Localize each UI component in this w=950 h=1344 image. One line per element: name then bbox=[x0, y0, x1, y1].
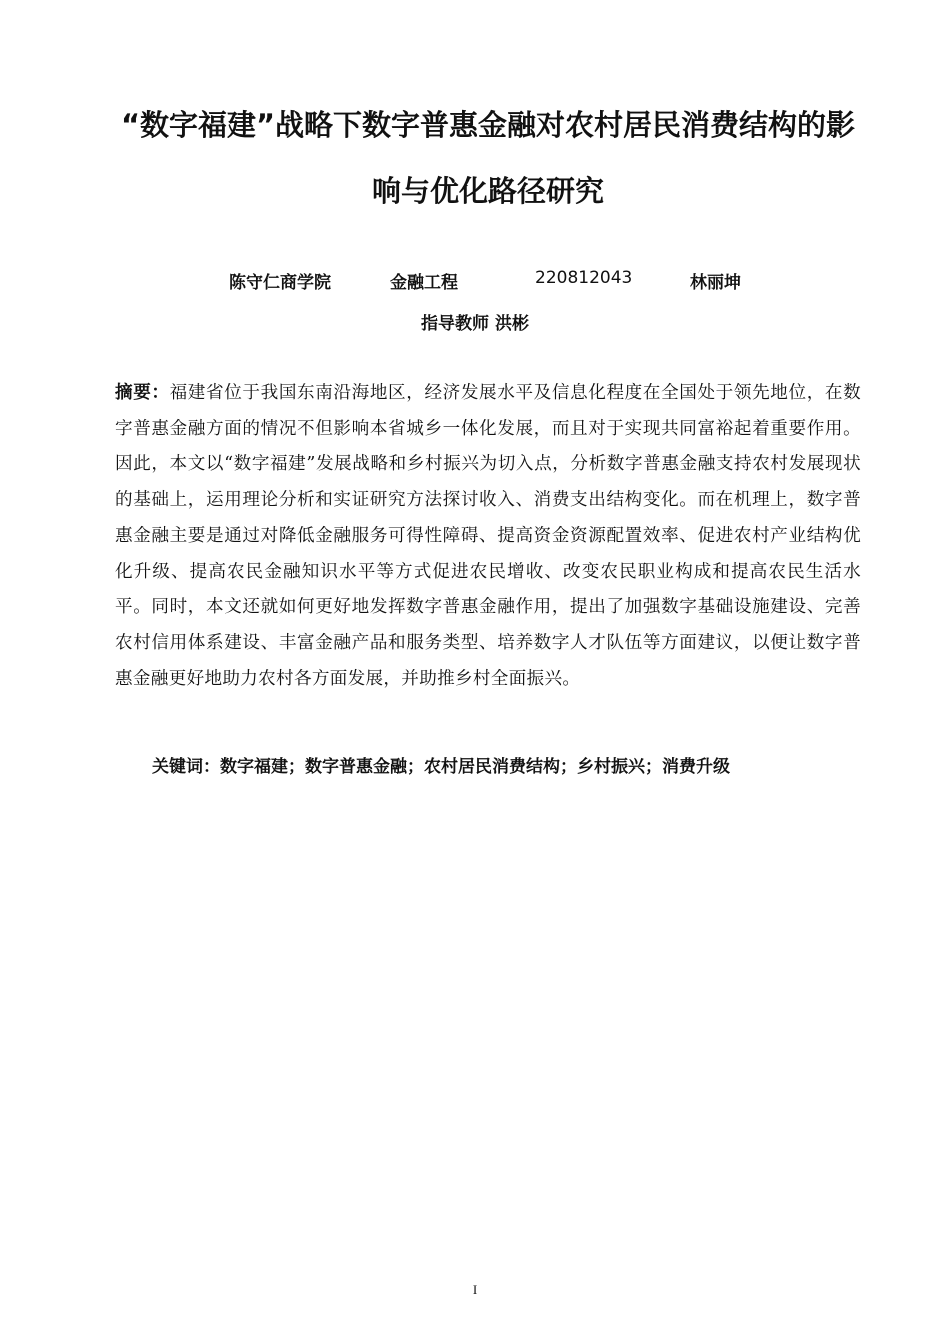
author-info bbox=[0, 268, 950, 294]
paper-title bbox=[108, 92, 868, 224]
abstract-label: 摘要： bbox=[115, 383, 170, 403]
author-school: 陈守仁商学院 bbox=[229, 273, 331, 293]
author-student-id: 220812043 bbox=[535, 268, 633, 288]
abstract-text: 福建省位于我国东南沿海地区，经济发展水平及信息化程度在全国处于领先地位，在数字普惠金融方面的情况不但影响本省城乡一体化发展，而且对于实现共同富裕起着重要作用。因此，本文以“数字福建”发展战略和乡村振兴为切入点，分析数字普惠金融支持农村发展现状的基础上，运用理论分析和实证研究方法探讨收入、消费支出结构变化。而在机理上，数字普惠金融主要是通过对降低金融服务可得性障碍、提高资金资源配置效率、促进农村产业结构优化升级、提高农民金融知识水平等方式促进农民增收、改变农民职业构成和提高农民生活水平。同时，本文还就如何更好地发挥数字普惠金融作用，提出了加强数字基础设施建设、完善农村信用体系建设、丰富金融产品和服务类型、培养数字人才队伍等方面建议，以便让数字普惠金融更好地助力农村各方面发展，并助推乡村全面振兴。 bbox=[115, 383, 861, 689]
author-name: 林丽坤 bbox=[690, 273, 741, 293]
advisor-line: 指导教师 洪彬 bbox=[421, 314, 529, 334]
paper-title-line-1: “数字福建”战略下数字普惠金融对农村居民消费结构的影 bbox=[120, 108, 856, 142]
abstract-paragraph bbox=[115, 376, 861, 697]
keywords-line: 关键词：数字福建；数字普惠金融；农村居民消费结构；乡村振兴；消费升级 bbox=[152, 757, 730, 777]
paper-title-line-2: 响与优化路径研究 bbox=[371, 174, 604, 208]
page-number: I bbox=[472, 1282, 478, 1297]
author-major: 金融工程 bbox=[390, 273, 458, 293]
